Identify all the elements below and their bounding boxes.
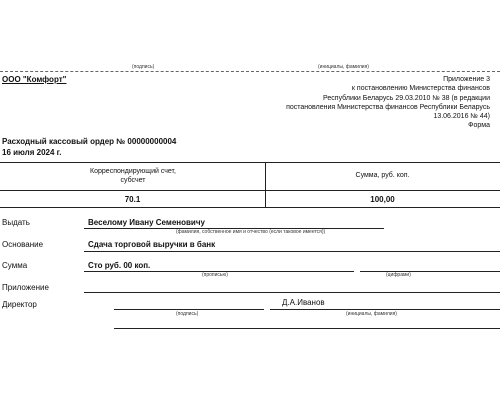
issue-label: Выдать xyxy=(2,218,30,227)
basis-value: Сдача торговой выручки в банк xyxy=(88,240,216,249)
org-name: ООО "Комфорт" xyxy=(2,75,67,84)
table-middle-border xyxy=(0,190,500,191)
basis-label: Основание xyxy=(2,240,44,249)
amount-digits-line xyxy=(360,271,500,272)
appendix-block xyxy=(230,75,490,131)
order-date: 16 июля 2024 г. xyxy=(2,148,62,157)
attachment-line xyxy=(84,292,500,293)
table-header-sum: Сумма, руб. коп. xyxy=(355,172,410,179)
top-signature-hint: (подпись) xyxy=(132,64,155,70)
director-name-line xyxy=(270,309,500,310)
issue-value: Веселому Ивану Семеновичу xyxy=(88,218,205,227)
director-hint-signature: (подпись) xyxy=(176,311,199,317)
director-label: Директор xyxy=(2,300,37,309)
amount-value: Сто руб. 00 коп. xyxy=(88,261,151,270)
appendix-line-4: постановления Министерства финансов Республики Беларусь xyxy=(286,103,490,111)
table-top-border xyxy=(0,162,500,163)
bottom-line xyxy=(114,328,500,329)
appendix-line-3: Республики Беларусь 29.03.2010 № 38 (в редакции xyxy=(323,94,490,102)
appendix-line-1: Приложение 3 xyxy=(443,76,490,83)
cut-line xyxy=(0,71,500,72)
top-name-hint: (инициалы, фамилия) xyxy=(318,64,369,70)
appendix-line-6: Форма xyxy=(468,122,490,130)
appendix-line-2: к постановлению Министерства финансов xyxy=(351,85,490,93)
table-header-account: Корреспондирующий счет, субсчет xyxy=(90,168,176,184)
issue-hint: (фамилия, собственное имя и отчество (если таковое имеется)) xyxy=(176,229,326,235)
director-name: Д.А.Иванов xyxy=(282,298,325,307)
director-hint-name: (инициалы, фамилия) xyxy=(346,311,397,317)
table-bottom-border xyxy=(0,207,500,208)
basis-line xyxy=(84,251,500,252)
appendix-line-5: 13.06.2016 № 44) xyxy=(433,113,490,121)
attachment-label: Приложение xyxy=(2,283,49,292)
table-account-value: 70.1 xyxy=(124,195,141,204)
order-title: Расходный кассовый ордер № 00000000004 xyxy=(2,137,177,146)
amount-label: Сумма xyxy=(2,261,28,270)
director-signature-line xyxy=(114,309,264,310)
table-sum-value: 100,00 xyxy=(370,195,395,204)
amount-hint-digits: (цифрами) xyxy=(386,272,411,278)
amount-hint-words: (прописью) xyxy=(202,272,228,278)
